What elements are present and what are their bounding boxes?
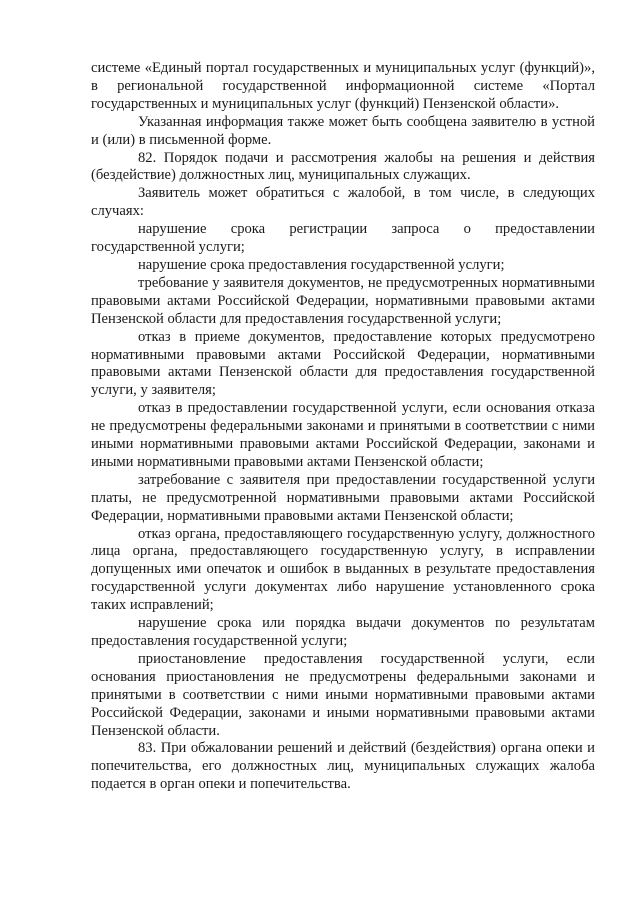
list-item-extra-documents: требование у заявителя документов, не предусмотренных нормативными правовыми актами Российской Федерации, нормативными правовыми актами Пензенской области для предоставления государственной услуги;	[91, 274, 595, 327]
document-body	[91, 60, 595, 794]
list-item-registration-deadline: нарушение срока регистрации запроса о предоставлении государственной услуги;	[91, 221, 595, 256]
list-item-suspension: приостановление предоставления государственной услуги, если основания приостановления не предусмотрены федеральными законами и принятыми в соответствии с ними иными нормативными правовыми актами Российской Федерации, законами и иными нормативными правовыми актами Пензенской области.	[91, 650, 595, 739]
list-item-refusal-accept-documents: отказ в приеме документов, предоставление которых предусмотрено нормативными правовыми актами Российской Федерации, нормативными правовыми актами Пензенской области для предоставления государственной услуги, у заявителя;	[91, 328, 595, 399]
paragraph-clause-83: 83. При обжаловании решений и действий (бездействия) органа опеки и попечительства, его должностных лиц, муниципальных служащих жалоба подается в орган опеки и попечительства.	[91, 740, 595, 793]
paragraph-clause-82: 82. Порядок подачи и рассмотрения жалобы на решения и действия (бездействие) должностных лиц, муниципальных служащих.	[91, 149, 595, 184]
list-item-service-deadline: нарушение срока предоставления государственной услуги;	[138, 256, 505, 273]
list-item-refusal-service: отказ в предоставлении государственной услуги, если основания отказа не предусмотрены федеральными законами и принятыми в соответствии с ними иными нормативными правовыми актами Российской Федерации, законами и иными нормативными правовыми актами Пензенской области;	[91, 400, 595, 470]
paragraph-info-oral-written: Указанная информация также может быть сообщена заявителю в устной и (или) в письменной форме.	[91, 113, 595, 148]
list-item-refusal-correct-errors: отказ органа, предоставляющего государственную услугу, должностного лица органа, предоставляющего государственную услугу, в исправлении допущенных ими опечаток и ошибок в выданных в результате предоставления государственной услуги документах либо нарушение установленного срока таких исправлений;	[91, 525, 595, 614]
paragraph-complaint-cases-intro: Заявитель может обратиться с жалобой, в том числе, в следующих случаях:	[91, 185, 595, 220]
paragraph-continuation-portal: системе «Единый портал государственных и муниципальных услуг (функций)», в региональной государственной информационной системе «Портал государственных и муниципальных услуг (функций) Пензенской области».	[91, 60, 595, 112]
list-item-issuance-violation: нарушение срока или порядка выдачи документов по результатам предоставления государственной услуги;	[91, 615, 595, 649]
list-item-unlawful-fee: затребование с заявителя при предоставлении государственной услуги платы, не предусмотренной нормативными правовыми актами Российской Федерации, нормативными правовыми актами Пензенской области;	[91, 471, 595, 524]
